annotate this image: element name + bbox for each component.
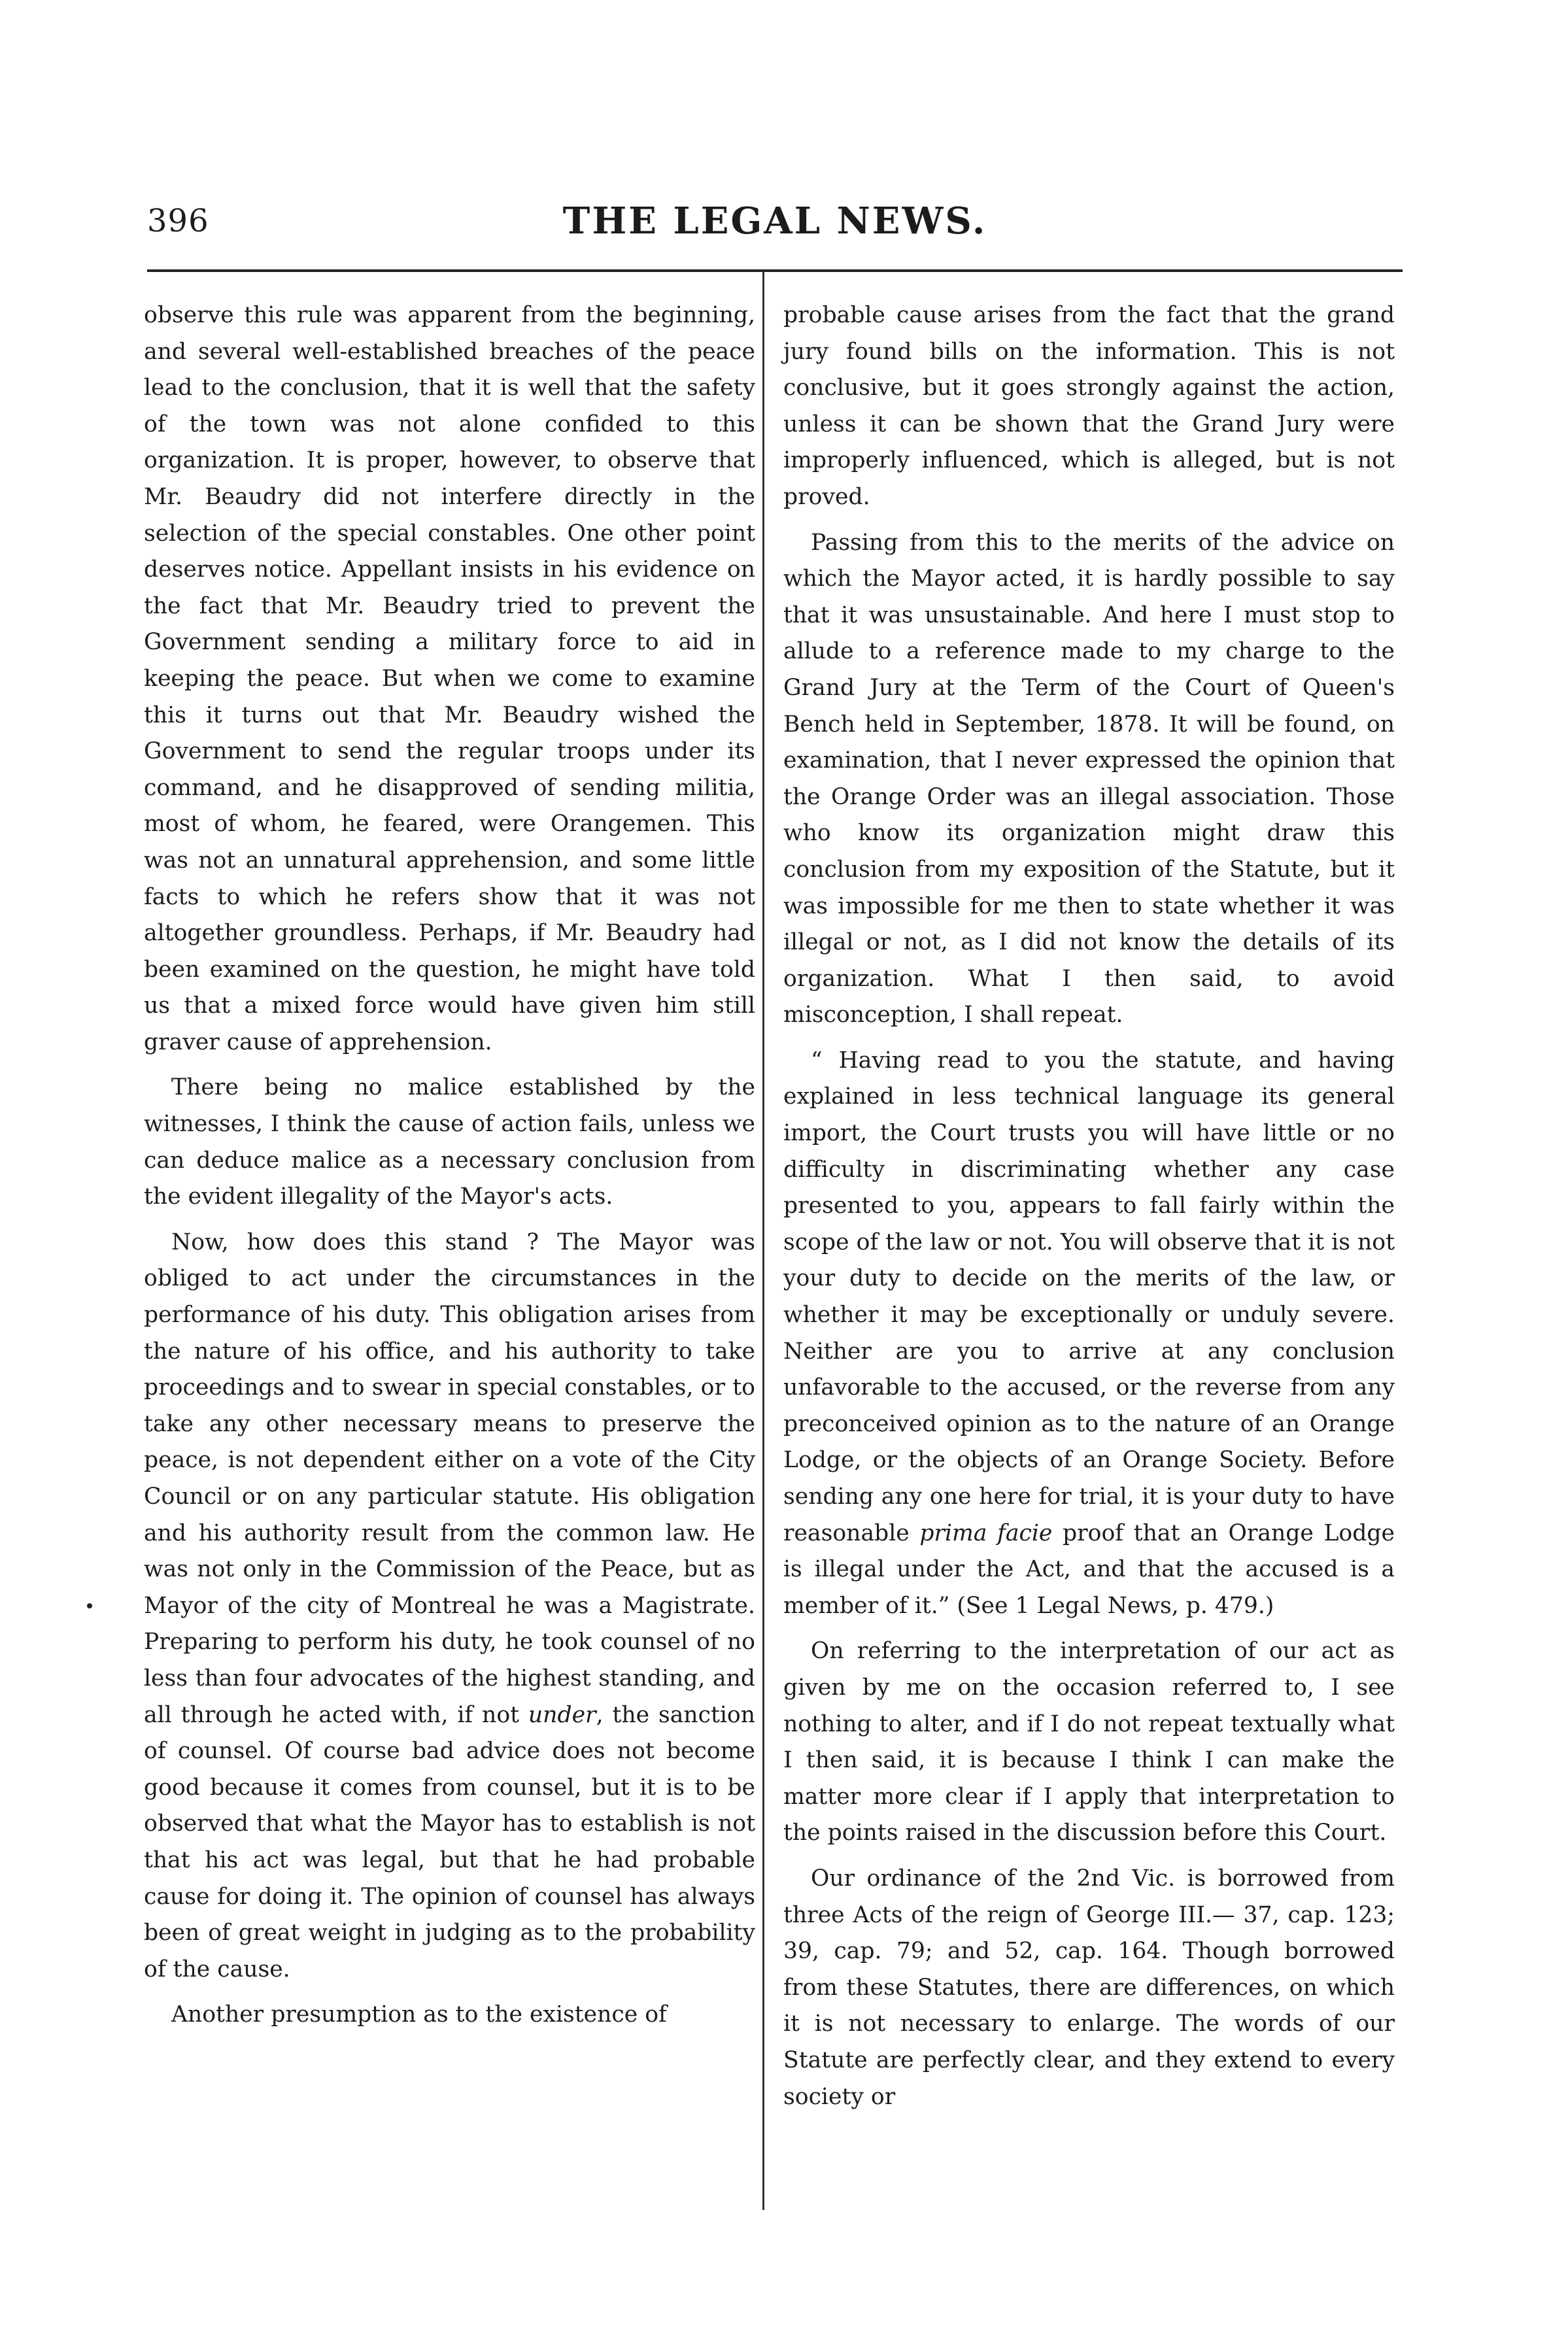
left-column xyxy=(144,298,755,2033)
paragraph: Passing from this to the merits of the advice on which the Mayor acted, it is hardly possible to say that it was unsustainable. And here I must stop to allude to a reference made to my charge to the Grand Jury at the Term of the Court of Queen's Bench held in September, 1878. It will be found, on examination, that I never expressed the opinion that the Orange Order was an illegal association. Those who know its organization might draw this conclusion from my exposition of the Statute, but it was impossible for me then to state whether it was illegal or not, as I did not know the details of its organization. What I then said, to avoid misconception, I shall repeat. xyxy=(783,529,1395,1028)
paragraph: There being no malice established by the witnesses, I think the cause of action fails, unless we can deduce malice as a necessary conclusion from the evident illegality of the Mayor's acts. xyxy=(144,1074,755,1210)
paragraph: Our ordinance of the 2nd Vic. is borrowed from three Acts of the reign of George III.— 37, cap. 123; 39, cap. 79; and 52, cap. 164. Though borrowed from these Statutes, there are differences, on which it is not necessary to enlarge. The words of our Statute are perfectly clear, and they extend to every society or xyxy=(783,1865,1395,2110)
paragraph: Another presumption as to the existence of xyxy=(171,2001,667,2028)
page-header xyxy=(147,196,1403,255)
right-column xyxy=(783,298,1395,2115)
page-number: 396 xyxy=(147,203,209,239)
paragraph: Now, how does this stand ? The Mayor was obliged to act under the circumstances in the performance of his duty. This obligation arises from the nature of his office, and his authority to take proceedings and to swear in special constables, or to take any other necessary means to preserve the peace, is not dependent either on a vote of the City Council or on any particular statute. His obligation and his authority result from the common law. He was not only in the Commission of the Peace, but as Mayor of the city of Montreal he was a Magistrate. Preparing to perform his duty, he took counsel of no less than four advocates of the highest standing, and all through he acted with, if not under, the sanction of counsel. Of course bad advice does not become good because it comes from counsel, but it is to be observed that what the Mayor has to establish is not that his act was legal, but that he had probable cause for doing it. The opinion of counsel has always been of great weight in judging as to the probability of the cause. xyxy=(144,1229,755,1982)
header-rule xyxy=(147,269,1403,272)
quotation-paragraph: “ Having read to you the statute, and having explained in less technical language its general import, the Court trusts you will have little or no difficulty in discriminating whether any case presented to you, appears to fall fairly within the scope of the law or not. You will observe that it is not your duty to decide on the merits of the law, or whether it may be exceptionally or unduly severe. Neither are you to arrive at any conclusion unfavorable to the accused, or the reverse from any preconceived opinion as to the nature of an Orange Lodge, or the objects of an Orange Society. Before sending any one here for trial, it is your duty to have reasonable prima facie proof that an Orange Lodge is illegal under the Act, and that the accused is a member of it.” (See 1 Legal News, p. 479.) xyxy=(783,1047,1395,1619)
column-divider xyxy=(762,271,764,2210)
paragraph: On referring to the interpretation of our act as given by me on the occasion referred to, I see nothing to alter, and if I do not repeat textually what I then said, it is because I think I can make the matter more clear if I apply that interpretation to the points raised in the discussion before this Court. xyxy=(783,1638,1395,1846)
margin-mark xyxy=(87,1603,92,1608)
paragraph-continuation: probable cause arises from the fact that the grand jury found bills on the information. This is not conclusive, but it goes strongly against the action, unless it can be shown that the Grand Jury were improperly influenced, which is alleged, but is not proved. xyxy=(783,302,1395,510)
running-title: THE LEGAL NEWS. xyxy=(562,199,987,243)
emphasis: under xyxy=(528,1701,596,1728)
emphasis: prima facie xyxy=(919,1520,1053,1546)
paragraph-continuation: observe this rule was apparent from the beginning, and several well-established breaches of the peace lead to the conclusion, that it is well that the safety of the town was not alone confided to this organization. It is proper, however, to observe that Mr. Beaudry did not interfere directly in the selection of the special constables. One other point deserves notice. Appellant insists in his evidence on the fact that Mr. Beaudry tried to prevent the Government sending a military force to aid in keeping the peace. But when we come to examine this it turns out that Mr. Beaudry wished the Government to send the regular troops under its command, and he disapproved of sending militia, most of whom, he feared, were Orangemen. This was not an unnatural apprehension, and some little facts to which he refers show that it was not altogether groundless. Perhaps, if Mr. Beaudry had been examined on the question, he might have told us that a mixed force would have given him still graver cause of apprehension. xyxy=(144,302,755,1055)
